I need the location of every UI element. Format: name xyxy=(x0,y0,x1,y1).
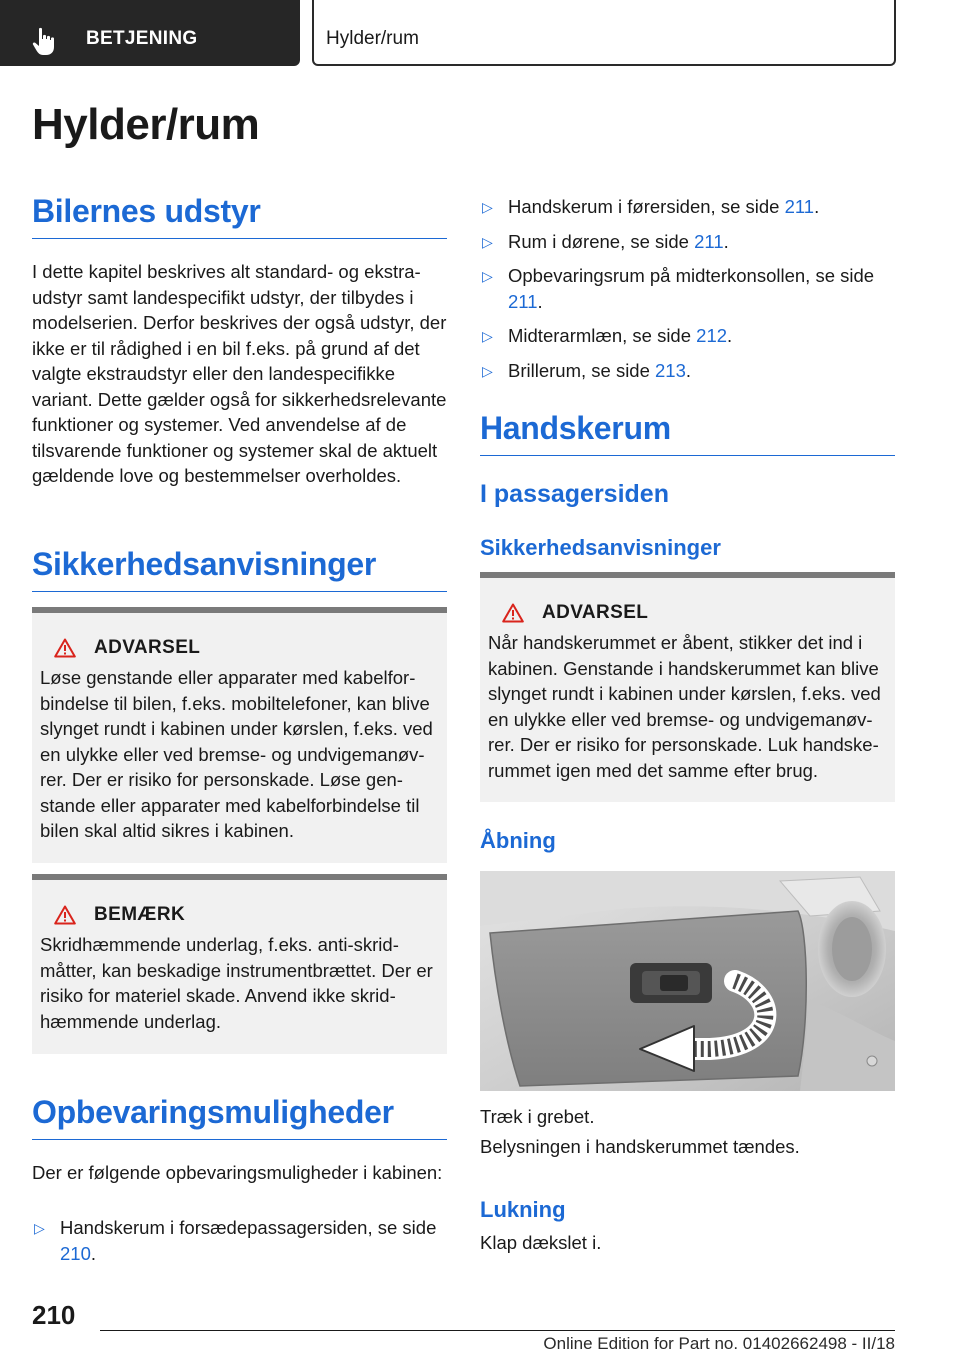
opbevaring-text: Der er følgende opbevaringsmuligheder i kabinen: xyxy=(32,1162,443,1183)
list-item: ▷ Rum i dørene, se side 211. xyxy=(480,229,895,255)
bilernes-udstyr-text: I dette kapitel beskrives alt standard- og ekstraudstyr samt landespecifikt udstyr, der tilbydes i modelserien. Derfor beskrives der også udstyr, der ikke er til rådighed i en bil f.eks. på grund af det valgte ekstraudstyr eller den landespecifikke variant. Dette gælder også for sikkerhedsrelevante funktioner og systemer. Ved anvendelse af de tilsvarende funktioner og systemer skal de aktuelt gældende love og bestemmelser overholdes. xyxy=(32,261,447,486)
list-item: ▷ Brillerum, se side 213. xyxy=(480,358,895,384)
page-link[interactable]: 210 xyxy=(60,1242,91,1264)
warning-triangle-icon xyxy=(502,603,524,623)
heading-i-passagersiden: I passagersiden xyxy=(480,480,669,508)
warning-triangle-icon xyxy=(54,905,76,925)
triangle-bullet-icon: ▷ xyxy=(482,362,493,379)
warning-header xyxy=(54,635,439,661)
heading-bilernes-udstyr: Bilernes udstyr xyxy=(32,193,447,239)
storage-list-left xyxy=(32,1215,447,1275)
page-link[interactable]: 211 xyxy=(784,196,815,217)
footer-divider xyxy=(100,1330,895,1331)
heading-sikkerhedsanvisninger: Sikkerhedsanvisninger xyxy=(32,546,447,592)
page-link[interactable]: 211 xyxy=(694,230,724,252)
list-item: ▷ Handskerum i førersiden, se side 211. xyxy=(480,194,895,220)
page-link[interactable]: 213 xyxy=(655,359,686,381)
warning-text: Når handskerummet er åbent, stikker det ind i kabinen. Genstande i handskerummet kan blive slynget rundt i kabinen under kørslen, f.eks. ved en ulykke eller ved bremse- og undvigemanøvrer. Der er risiko for personskade. Luk handskerummet igen med det samme efter brug. xyxy=(488,632,881,781)
heading-handskerum: Handskerum xyxy=(480,410,895,456)
section-box xyxy=(312,0,896,66)
warning-title: ADVARSEL xyxy=(542,602,649,623)
warning-box-right xyxy=(480,572,895,802)
heading-sikkerhedsanvisninger-right: Sikkerhedsanvisninger xyxy=(480,535,721,560)
triangle-bullet-icon: ▷ xyxy=(482,268,493,284)
triangle-bullet-icon: ▷ xyxy=(34,1220,45,1236)
triangle-bullet-icon: ▷ xyxy=(482,233,493,250)
notice-header xyxy=(54,902,439,928)
heading-lukning: Lukning xyxy=(480,1197,566,1222)
list-item: ▷ Opbevaringsrum på midterkonsollen, se side 211. xyxy=(482,265,875,312)
chapter-label: BETJENING xyxy=(86,28,198,49)
lukning-text: Klap dækslet i. xyxy=(480,1232,602,1253)
triangle-bullet-icon: ▷ xyxy=(482,328,493,344)
page-number: 210 xyxy=(32,1300,76,1330)
triangle-bullet-icon: ▷ xyxy=(482,199,493,215)
notice-title: BEMÆRK xyxy=(94,904,186,925)
notice-text: Skridhæmmende underlag, f.eks. anti-skridmåtter, kan beskadige instrumentbrættet. Der er risiko for materiel skade. Anvend ikke skridhæmmende underlag. xyxy=(40,934,433,1032)
heading-opbevaringsmuligheder: Opbevaringsmuligheder xyxy=(32,1094,447,1140)
glovebox-illustration xyxy=(480,871,895,1091)
heading-aabning: Åbning xyxy=(480,828,556,853)
warning-title: ADVARSEL xyxy=(94,637,201,658)
page-link[interactable]: 211 xyxy=(508,290,538,312)
section-label: Hylder/rum xyxy=(326,28,419,49)
list-item: ▷ Handskerum i forsædepassagersiden, se side 210. xyxy=(34,1217,437,1264)
notice-box xyxy=(32,874,447,1054)
list-item: ▷ Midterarmlæn, se side 212. xyxy=(480,323,895,349)
page-link[interactable]: 212 xyxy=(696,325,728,346)
warning-box xyxy=(32,607,447,863)
glovebox-photo xyxy=(480,871,895,1091)
chapter-tab xyxy=(0,0,300,66)
edition-text: Online Edition for Part no. 01402662498 - II/18 xyxy=(543,1334,895,1353)
storage-list-right xyxy=(480,194,895,392)
page-title: Hylder/rum xyxy=(32,100,260,149)
aabning-text-2: Belysningen i handskerummet tændes. xyxy=(480,1136,800,1157)
warning-text: Løse genstande eller apparater med kabelforbindelse til bilen, f.eks. mobiltelefoner, kan blive slynget rundt i kabinen under kørslen, f.eks. ved en ulykke eller ved bremse- og undvigemanøvrer. Der er risiko for personskade. Løse genstande eller apparater med kabelforbindelse til bilen skal altid sikres i kabinen. xyxy=(40,667,433,841)
hand-pointer-icon xyxy=(30,26,62,58)
warning-header xyxy=(502,600,887,626)
warning-triangle-icon xyxy=(54,638,76,658)
aabning-text-1: Træk i grebet. xyxy=(480,1106,595,1127)
